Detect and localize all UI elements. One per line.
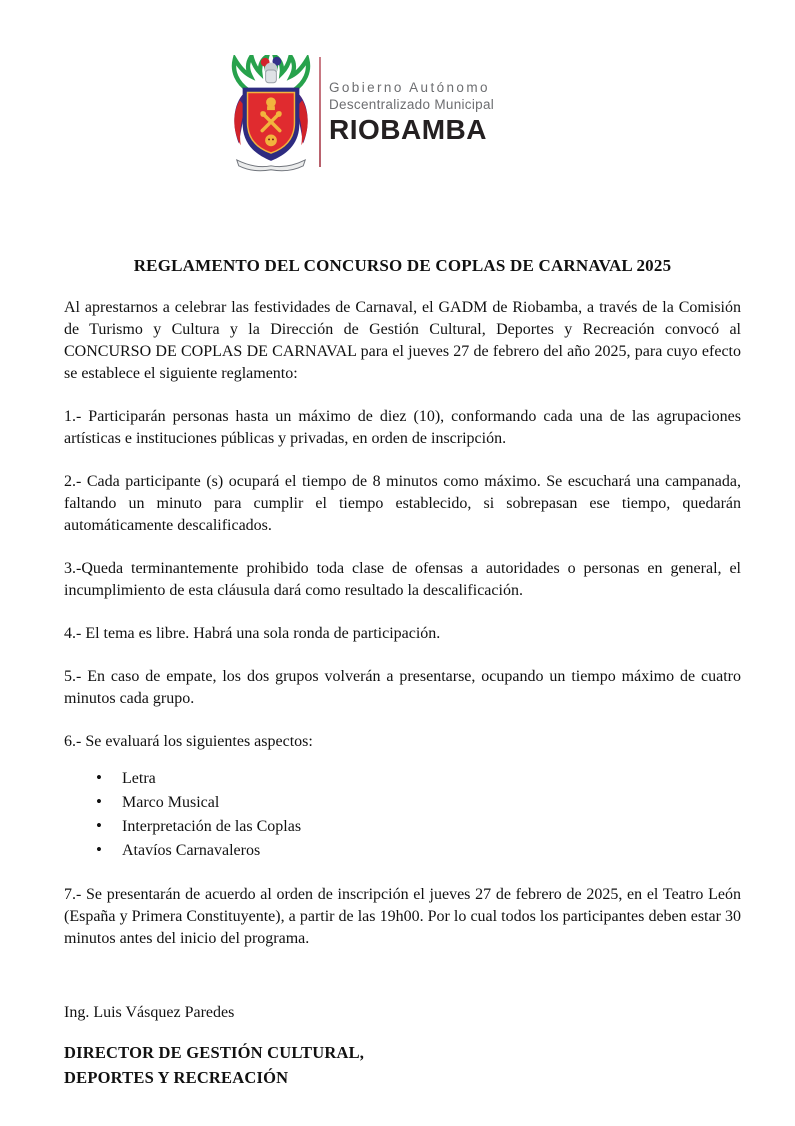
letterhead-divider	[319, 57, 321, 167]
bullet-icon: •	[96, 840, 102, 859]
list-item	[96, 791, 741, 815]
intro-paragraph: Al aprestarnos a celebrar las festividades de Carnaval, el GADM de Riobamba, a través de la Comisión de Turismo y Cultura y la Dirección de Gestión Cultural, Deportes y Recreación convocó al CONCURSO DE COPLAS DE CARNAVAL para el jueves 27 de febrero del año 2025, para cuyo efecto se establece el siguiente reglamento:	[64, 299, 741, 382]
rule-1: 1.- Participarán personas hasta un máximo de diez (10), conformando cada una de las agrupaciones artísticas e instituciones públicas y privadas, en orden de inscripción.	[64, 408, 741, 447]
rule-7: 7.- Se presentarán de acuerdo al orden de inscripción el jueves 27 de febrero de 2025, en el Teatro León (España y Primera Constituyente), a partir de las 19h00. Por lo cual todos los participantes deben estar 30 minutos antes del inicio del programa.	[64, 886, 741, 947]
document-title: REGLAMENTO DEL CONCURSO DE COPLAS DE CARNAVAL 2025	[133, 256, 672, 275]
signatory-title-line2: DEPORTES Y RECREACIÓN	[64, 1068, 289, 1087]
list-item	[96, 767, 741, 791]
list-item-label: Interpretación de las Coplas	[122, 818, 302, 835]
signatory-title-line1: DIRECTOR DE GESTIÓN CULTURAL,	[64, 1043, 365, 1062]
list-item	[96, 839, 741, 863]
bullet-icon: •	[96, 768, 102, 787]
org-city-name: RIOBAMBA	[329, 114, 487, 145]
org-name-line2: Descentralizado Municipal	[329, 97, 495, 112]
document-body	[64, 256, 741, 1090]
org-name-line1: Gobierno Autónomo	[329, 80, 490, 95]
bullet-icon: •	[96, 816, 102, 835]
riobamba-coat-of-arms-icon	[227, 55, 315, 173]
rule-3: 3.-Queda terminantemente prohibido toda clase de ofensas a autoridades o personas en general, el incumplimiento de esta cláusula dará como resultado la descalificación.	[64, 560, 741, 599]
org-name-block	[329, 55, 494, 146]
signatory-name: Ing. Luis Vásquez Paredes	[64, 1004, 235, 1021]
rule-4: 4.- El tema es libre. Habrá una sola ronda de participación.	[64, 625, 441, 642]
list-item-label: Marco Musical	[122, 794, 220, 811]
rule-6: 6.- Se evaluará los siguientes aspectos:	[64, 733, 313, 750]
list-item-label: Atavíos Carnavaleros	[122, 842, 261, 859]
evaluation-aspects-list	[64, 767, 741, 863]
signature-block	[64, 1002, 741, 1090]
bullet-icon: •	[96, 792, 102, 811]
rule-2: 2.- Cada participante (s) ocupará el tiempo de 8 minutos como máximo. Se escuchará una campanada, faltando un minuto para cumplir el tiempo establecido, si sobrepasan ese tiempo, quedarán automáticamente descalificados.	[64, 473, 741, 534]
letterhead	[227, 55, 494, 173]
list-item-label: Letra	[122, 770, 156, 787]
list-item	[96, 815, 741, 839]
rule-5: 5.- En caso de empate, los dos grupos volverán a presentarse, ocupando un tiempo máximo de cuatro minutos cada grupo.	[64, 668, 741, 707]
